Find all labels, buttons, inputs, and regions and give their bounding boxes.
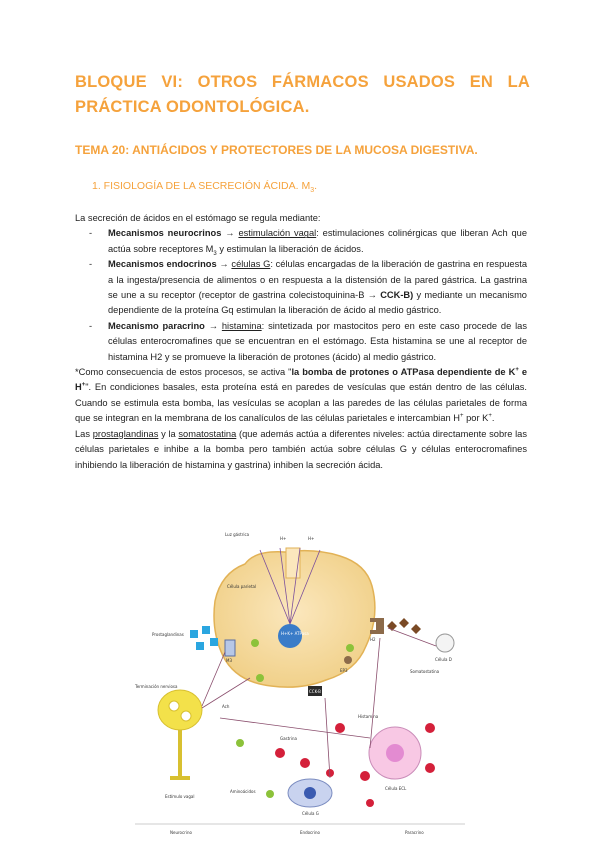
bullet-term: estimulación vagal bbox=[238, 228, 317, 239]
bullet-text: : estimulaciones colinérgicas que liberan Ach que actúa sobre receptores M bbox=[108, 228, 527, 254]
bullet-lead: Mecanismo paracrino bbox=[108, 320, 205, 331]
svg-text:Aminoácidos: Aminoácidos bbox=[230, 789, 256, 794]
green-dot bbox=[236, 739, 244, 747]
green-dot bbox=[251, 639, 259, 647]
granule bbox=[300, 758, 310, 768]
bullet-term: histamina bbox=[221, 320, 262, 331]
svg-text:H+: H+ bbox=[280, 536, 287, 541]
svg-text:H+K+ ATPasa: H+K+ ATPasa bbox=[281, 631, 309, 636]
granule bbox=[366, 799, 374, 807]
bullet-text: : células encargadas de la liberación de gastrina en respuesta a la ingesta/presencia de alimentos o en respuesta a la distensión de la pared gástrica. La gastrina se une a su receptor (receptor de gastrina colecistoquinina-B bbox=[108, 259, 527, 301]
ep3-receptor bbox=[344, 656, 352, 664]
svg-text:Neurocrino: Neurocrino bbox=[170, 830, 192, 835]
svg-text:Paracrino: Paracrino bbox=[405, 830, 424, 835]
note-paragraph: *Como consecuencia de estos procesos, se activa "la bomba de protones o ATPasa dependiente de K+ e H+". En condiciones basales, esta proteína está en paredes de vesículas que están dentro de las células. Cuando se estimula esta bomba, las vesículas se acoplan a las paredes de las células parietales de forma que se integran en la membrana de los canalículos de las células parietales e intercambian H+ por K+. bbox=[75, 366, 527, 424]
acid-secretion-diagram bbox=[130, 528, 470, 848]
bullet-lead: Mecanismos endocrinos bbox=[108, 259, 217, 270]
svg-text:Histamina: Histamina bbox=[358, 714, 379, 719]
svg-text:Terminación nerviosa: Terminación nerviosa bbox=[135, 684, 178, 689]
green-dot bbox=[256, 674, 264, 682]
green-dot bbox=[346, 644, 354, 652]
svg-text:M3: M3 bbox=[226, 658, 232, 663]
vagal-fiber bbox=[170, 730, 190, 778]
topic-heading: TEMA 20: ANTIÁCIDOS Y PROTECTORES DE LA MUCOSA DIGESTIVA. bbox=[75, 143, 478, 157]
granule bbox=[335, 723, 345, 733]
svg-text:Célula G: Célula G bbox=[302, 811, 319, 816]
svg-text:Luz gástrica: Luz gástrica bbox=[225, 532, 250, 537]
intro-paragraph: La secreción de ácidos en el estómago se regula mediante: bbox=[75, 213, 321, 223]
section-heading-suffix: . bbox=[314, 180, 318, 192]
somatostatin-marker bbox=[387, 618, 421, 634]
bullet-term: células G bbox=[231, 259, 271, 270]
proton-pump-icon bbox=[278, 624, 302, 648]
svg-text:Endocrino: Endocrino bbox=[300, 830, 320, 835]
bullet-arrow: → bbox=[216, 259, 232, 270]
bullet-text: : sintetizada por mastocitos pero en este caso procede de las células enterocromafines que se encuentran en el estómago. Esta histamina se une al receptor de histamina H2 y se promueve la liberación de protones (ácido) al medio gástrico. bbox=[108, 320, 527, 362]
bullet-text-end: y mediante un mecanismo dependiente de la proteína Gq estimulan la liberación de ácido al medio gástrico. bbox=[108, 290, 527, 316]
svg-text:Célula parietal: Célula parietal bbox=[227, 584, 257, 589]
svg-text:Gastrina: Gastrina bbox=[280, 736, 297, 741]
nerve-terminal bbox=[158, 690, 202, 730]
svg-text:H+: H+ bbox=[308, 536, 315, 541]
list-item: - Mecanismos endocrinos → células G: células encargadas de la liberación de gastrina en respuesta a la ingesta/presencia de alimentos o en respuesta a la distensión de la pared gástrica. La gastrina se une a su receptor (receptor de gastrina colecistoquinina-B → CCK-B) y mediante un mecanismo dependiente de la proteína Gq estimulan la liberación de ácido al medio gástrico. bbox=[89, 259, 527, 316]
section-heading-text: 1. FISIOLOGÍA DE LA SECRECIÓN ÁCIDA. M bbox=[92, 180, 311, 192]
cell-d bbox=[436, 634, 454, 652]
granule bbox=[425, 723, 435, 733]
green-dot bbox=[266, 790, 274, 798]
bullet-text-end: y estimulan la liberación de ácidos. bbox=[216, 243, 364, 254]
prostaglandin-block bbox=[196, 642, 204, 650]
block-heading: BLOQUE VI: OTROS FÁRMACOS USADOS EN LA PRÁCTICA ODONTOLÓGICA. bbox=[75, 73, 530, 116]
closing-paragraph: Las prostaglandinas y la somatostatina (que además actúa a diferentes niveles: actúa directamente sobre las células parietales e inhibe a la bomba pero también actúa sobre células G y células enterocromafines inhibiendo la liberación de histamina y gastrina) inhiben la secreción ácida. bbox=[75, 428, 527, 470]
bullet-bold: → CCK-B) bbox=[367, 290, 414, 301]
mechanism-list bbox=[75, 226, 527, 365]
svg-text:Estímulo vagal: Estímulo vagal bbox=[165, 794, 195, 799]
prostaglandin-block bbox=[190, 630, 198, 638]
prostaglandin-block bbox=[210, 638, 218, 646]
svg-text:Somatostatina: Somatostatina bbox=[410, 669, 440, 674]
prostaglandin-block bbox=[202, 626, 210, 634]
svg-text:H2: H2 bbox=[370, 637, 376, 642]
section-heading-subscript: 3 bbox=[310, 187, 315, 195]
bullet-arrow: → bbox=[204, 320, 222, 331]
bullet-arrow: → bbox=[221, 228, 239, 239]
svg-text:Prostaglandinas: Prostaglandinas bbox=[152, 632, 184, 637]
bullet-lead: Mecanismos neurocrinos bbox=[108, 228, 222, 239]
granule bbox=[425, 763, 435, 773]
list-item: - Mecanismos neurocrinos → estimulación vagal: estimulaciones colinérgicas que liberan Ach que actúa sobre receptores $M_3$ y estimulan la liberación de ácidos. bbox=[89, 228, 527, 257]
list-item: - Mecanismo paracrino → histamina: sintetizada por mastocitos pero en este caso procede de las células enterocromafines que se encuentran en el estómago. Esta histamina se une al receptor de histamina H2 y se promueve la liberación de protones (ácido) al medio gástrico. bbox=[89, 320, 527, 362]
svg-text:Célula ECL: Célula ECL bbox=[385, 786, 407, 791]
granule bbox=[275, 748, 285, 758]
svg-text:Célula D: Célula D bbox=[435, 657, 452, 662]
svg-text:CCK-B: CCK-B bbox=[309, 689, 321, 694]
m3-receptor bbox=[225, 640, 235, 656]
bullet-subscript: 3 bbox=[213, 250, 217, 257]
section-heading bbox=[92, 180, 317, 194]
body-text bbox=[75, 211, 527, 473]
svg-text:EP3: EP3 bbox=[340, 668, 348, 673]
svg-text:Ach: Ach bbox=[222, 704, 230, 709]
granule bbox=[360, 771, 370, 781]
